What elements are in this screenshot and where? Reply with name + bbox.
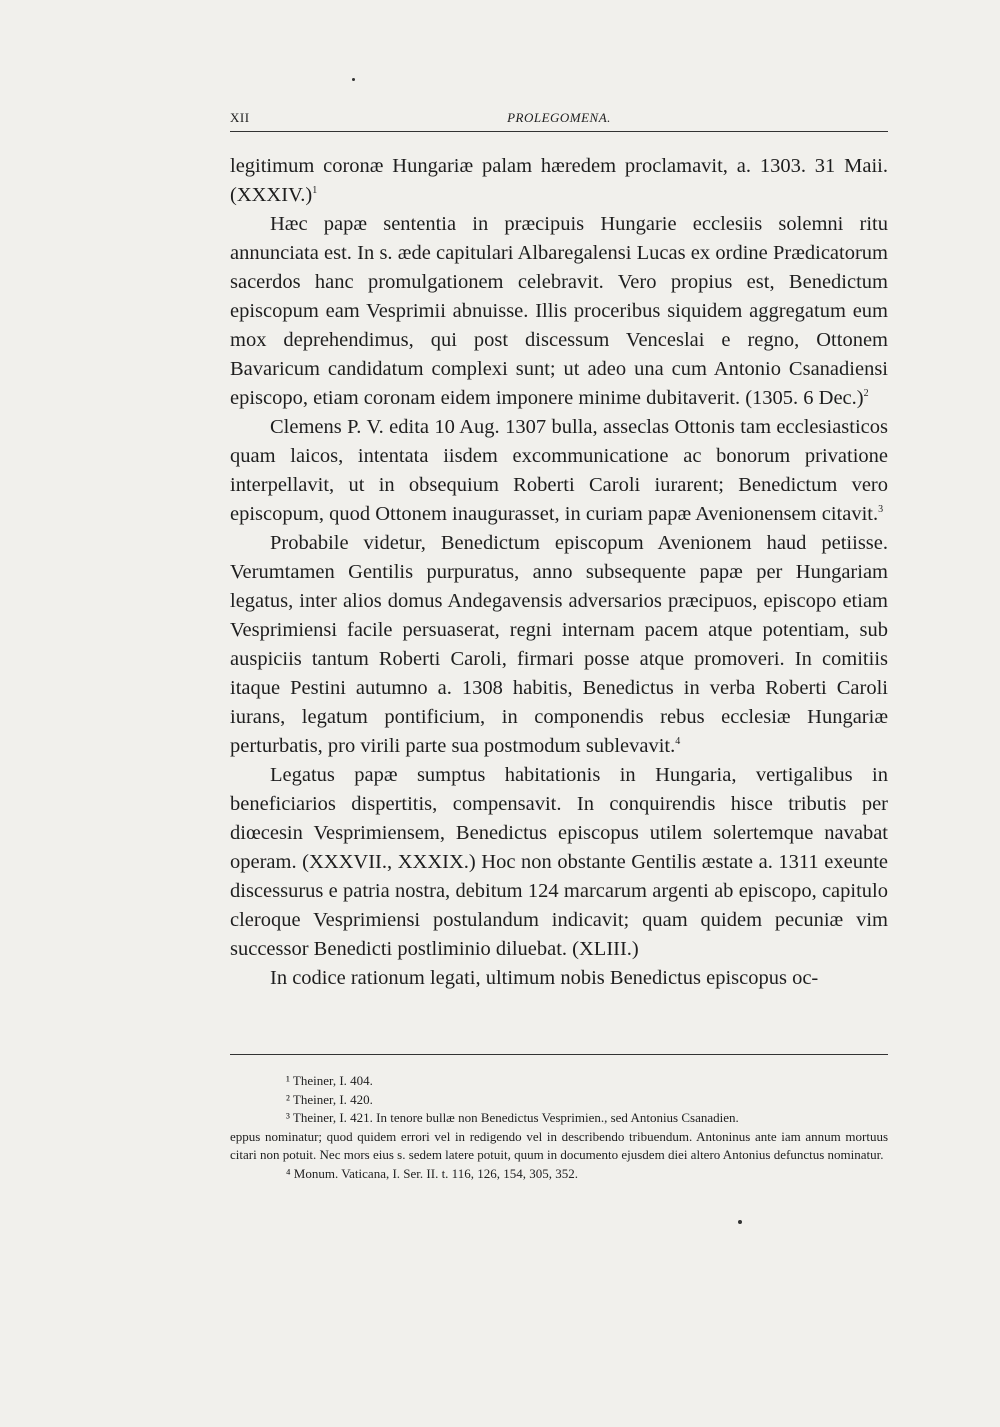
footnotes <box>230 1072 888 1183</box>
ink-speck <box>738 1220 742 1224</box>
paragraph: Legatus papæ sumptus habitationis in Hungaria, vertigalibus in beneficiarios dispertitis, compensavit. In conquirendis hisce tributis per diœcesin Vesprimiensem, Benedictus episcopus utilem solertemque navabat operam. (XXXVII., XXXIX.) Hoc non obstante Gentilis æstate a. 1311 exeunte discessurus e patria nostra, debitum 124 marcarum argenti ab episcopo, capitulo cleroque Vesprimiensi postulandum indicavit; quam quidem pecuniæ vim successor Benedicti postliminio diluebat. (XLIII.) <box>230 764 888 960</box>
page-number: XII <box>230 110 250 125</box>
footnote: ³ Theiner, I. 421. In tenore bullæ non Benedictus Vesprimien., sed Antonius Csanadien. <box>286 1110 739 1125</box>
footnote-ref: 1 <box>312 185 318 196</box>
paragraph: In codice rationum legati, ultimum nobis Benedictus episcopus oc- <box>270 967 819 989</box>
main-text <box>230 152 888 993</box>
footnote-rule <box>230 1054 888 1055</box>
footnote: ² Theiner, I. 420. <box>286 1091 373 1107</box>
footnote-continuation: eppus nominatur; quod quidem errori vel in redigendo vel in describendo tribuendum. Antoninus ante iam annum mortuus citari non potuit. Nec mors eius s. sedem latere potuit, quum in documento ejusdem diei altero Antonius defunctus nominatur. <box>230 1128 888 1162</box>
footnote: ⁴ Monum. Vaticana, I. Ser. II. t. 116, 126, 154, 305, 352. <box>286 1165 578 1181</box>
paragraph: Hæc papæ sententia in præcipuis Hungarie ecclesiis solemni ritu annunciata est. In s. æde capitulari Albaregalensi Lucas ex ordine Prædicatorum sacerdos hanc promulgationem celebravit. Vero propius est, Benedictum episcopum eam Vesprimii abnuisse. Illis proceribus siquidem aggregatum eum mox deprehendimus, qui post discessum Venceslai e regno, Ottonem Bavaricum candidatum complexi sunt; ut adeo una cum Antonio Csanadiensi episcopo, etiam coronam eidem imponere minime dubitaverit. (1305. 6 Dec.)$^2$ <box>230 213 888 409</box>
footnote-ref: 4 <box>675 736 681 747</box>
paragraph: Clemens P. V. edita 10 Aug. 1307 bulla, asseclas Ottonis tam ecclesiasticos quam laicos, intentata iisdem excommunicatione ac bonorum privatione interpellavit, ut in obsequium Roberti Caroli iurarent; Benedictum vero episcopum, quod Ottonem inaugurasset, in curiam papæ Avenionensem citavit.$^3$ <box>230 416 888 525</box>
footnote: ¹ Theiner, I. 404. <box>286 1073 373 1088</box>
running-title: PROLEGOMENA. <box>507 110 611 125</box>
ink-speck <box>352 78 355 81</box>
header-rule <box>230 131 888 132</box>
paragraph: legitimum coronæ Hungariæ palam hæredem proclamavit, a. 1303. 31 Maii. (XXXIV.)$^1$ <box>230 155 888 206</box>
footnote-ref: 3 <box>878 504 884 515</box>
footnote-ref: 2 <box>863 388 869 399</box>
page-header <box>230 110 888 130</box>
paragraph: Probabile videtur, Benedictum episcopum Avenionem haud petiisse. Verumtamen Gentilis purpuratus, anno subsequente papæ per Hungariam legatus, inter alios domus Andegavensis adversarios præcipuos, episcopo etiam Vesprimiensi facile persuaserat, regni internam pacem atque potentiam, sub auspiciis tantum Roberti Caroli, firmari posse atque promoveri. In comitiis itaque Pestini autumno a. 1308 habitis, Benedictus in verba Roberti Caroli iurans, legatum pontificium, in componendis rebus ecclesiæ Hungariæ perturbatis, pro virili parte sua postmodum sublevavit.$^4$ <box>230 532 888 757</box>
